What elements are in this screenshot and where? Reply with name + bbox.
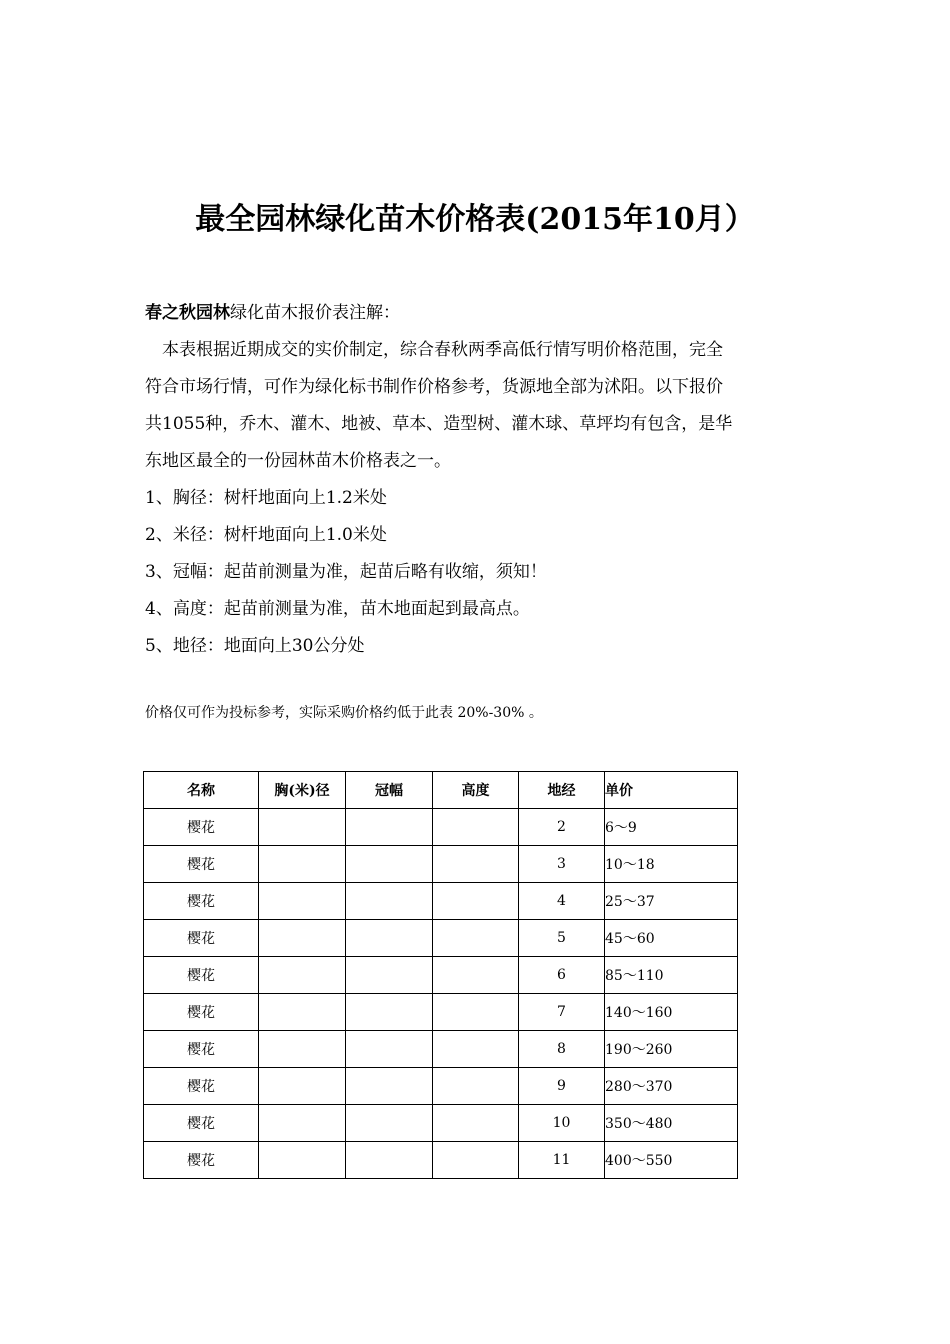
table-row (144, 994, 738, 1031)
cell-dbh (259, 1142, 346, 1179)
cell-price: 45～60 (605, 920, 738, 957)
cell-name: 樱花 (144, 883, 259, 920)
cell-crown (346, 957, 433, 994)
definition-item: 5、地径：地面向上30公分处 (145, 636, 365, 656)
table-row (144, 846, 738, 883)
price-table (143, 771, 738, 1179)
header-name: 名称 (144, 772, 259, 809)
cell-name: 樱花 (144, 1105, 259, 1142)
cell-price: 140～160 (605, 994, 738, 1031)
cell-ground-diameter: 10 (519, 1105, 605, 1142)
cell-ground-diameter: 7 (519, 994, 605, 1031)
cell-height (433, 846, 519, 883)
table-row (144, 920, 738, 957)
cell-ground-diameter: 11 (519, 1142, 605, 1179)
cell-price: 6～9 (605, 809, 738, 846)
table-row (144, 809, 738, 846)
cell-ground-diameter: 8 (519, 1031, 605, 1068)
table-header-row (144, 772, 738, 809)
cell-price: 85～110 (605, 957, 738, 994)
definition-item: 1、胸径：树杆地面向上1.2米处 (145, 488, 387, 508)
cell-crown (346, 1105, 433, 1142)
cell-name: 樱花 (144, 1142, 259, 1179)
table-row (144, 883, 738, 920)
intro-section (145, 295, 805, 665)
cell-dbh (259, 1031, 346, 1068)
cell-ground-diameter: 2 (519, 809, 605, 846)
cell-ground-diameter: 9 (519, 1068, 605, 1105)
cell-name: 樱花 (144, 920, 259, 957)
intro-line: 东地区最全的一份园林苗木价格表之一。 (145, 451, 451, 471)
definition-item: 4、高度：起苗前测量为准，苗木地面起到最高点。 (145, 599, 530, 619)
table-row (144, 957, 738, 994)
definition-item: 3、冠幅：起苗前测量为准，起苗后略有收缩，须知！ (145, 562, 547, 582)
cell-crown (346, 846, 433, 883)
table-row (144, 1142, 738, 1179)
table-body (144, 809, 738, 1179)
table-row (144, 1031, 738, 1068)
cell-price: 350～480 (605, 1105, 738, 1142)
intro-line: 共1055种，乔木、灌木、地被、草本、造型树、灌木球、草坪均有包含，是华 (145, 414, 733, 434)
cell-name: 樱花 (144, 846, 259, 883)
intro-line: 符合市场行情，可作为绿化标书制作价格参考，货源地全部为沭阳。以下报价 (145, 377, 723, 397)
header-crown: 冠幅 (346, 772, 433, 809)
cell-height (433, 1068, 519, 1105)
price-note: 价格仅可作为投标参考，实际采购价格约低于此表 20%-30% 。 (145, 705, 543, 721)
cell-ground-diameter: 6 (519, 957, 605, 994)
cell-height (433, 920, 519, 957)
cell-name: 樱花 (144, 809, 259, 846)
cell-ground-diameter: 4 (519, 883, 605, 920)
cell-height (433, 994, 519, 1031)
cell-name: 樱花 (144, 957, 259, 994)
cell-crown (346, 809, 433, 846)
header-price: 单价 (605, 772, 738, 809)
cell-dbh (259, 883, 346, 920)
cell-price: 280～370 (605, 1068, 738, 1105)
header-height: 高度 (433, 772, 519, 809)
cell-price: 25～37 (605, 883, 738, 920)
cell-dbh (259, 809, 346, 846)
cell-price: 400～550 (605, 1142, 738, 1179)
cell-price: 190～260 (605, 1031, 738, 1068)
cell-name: 樱花 (144, 994, 259, 1031)
cell-height (433, 957, 519, 994)
cell-dbh (259, 920, 346, 957)
cell-crown (346, 994, 433, 1031)
table-row (144, 1068, 738, 1105)
cell-crown (346, 920, 433, 957)
cell-dbh (259, 1068, 346, 1105)
cell-dbh (259, 846, 346, 883)
cell-height (433, 883, 519, 920)
definition-item: 2、米径：树杆地面向上1.0米处 (145, 525, 387, 545)
page-title: 最全园林绿化苗木价格表(2015年10月） (195, 202, 755, 237)
cell-crown (346, 1142, 433, 1179)
header-dbh: 胸(米)径 (259, 772, 346, 809)
intro-heading-text: 绿化苗木报价表注解： (230, 303, 400, 323)
cell-crown (346, 1068, 433, 1105)
header-ground-diameter: 地经 (519, 772, 605, 809)
cell-dbh (259, 1105, 346, 1142)
intro-heading (145, 295, 805, 332)
cell-crown (346, 1031, 433, 1068)
cell-name: 樱花 (144, 1068, 259, 1105)
cell-height (433, 1142, 519, 1179)
intro-line: 本表根据近期成交的实价制定，综合春秋两季高低行情写明价格范围，完全 (162, 340, 723, 360)
table-row (144, 1105, 738, 1142)
cell-height (433, 809, 519, 846)
cell-name: 樱花 (144, 1031, 259, 1068)
cell-dbh (259, 957, 346, 994)
cell-ground-diameter: 3 (519, 846, 605, 883)
cell-height (433, 1031, 519, 1068)
cell-crown (346, 883, 433, 920)
cell-price: 10～18 (605, 846, 738, 883)
cell-dbh (259, 994, 346, 1031)
cell-ground-diameter: 5 (519, 920, 605, 957)
cell-height (433, 1105, 519, 1142)
brand-name: 春之秋园林 (145, 303, 230, 323)
